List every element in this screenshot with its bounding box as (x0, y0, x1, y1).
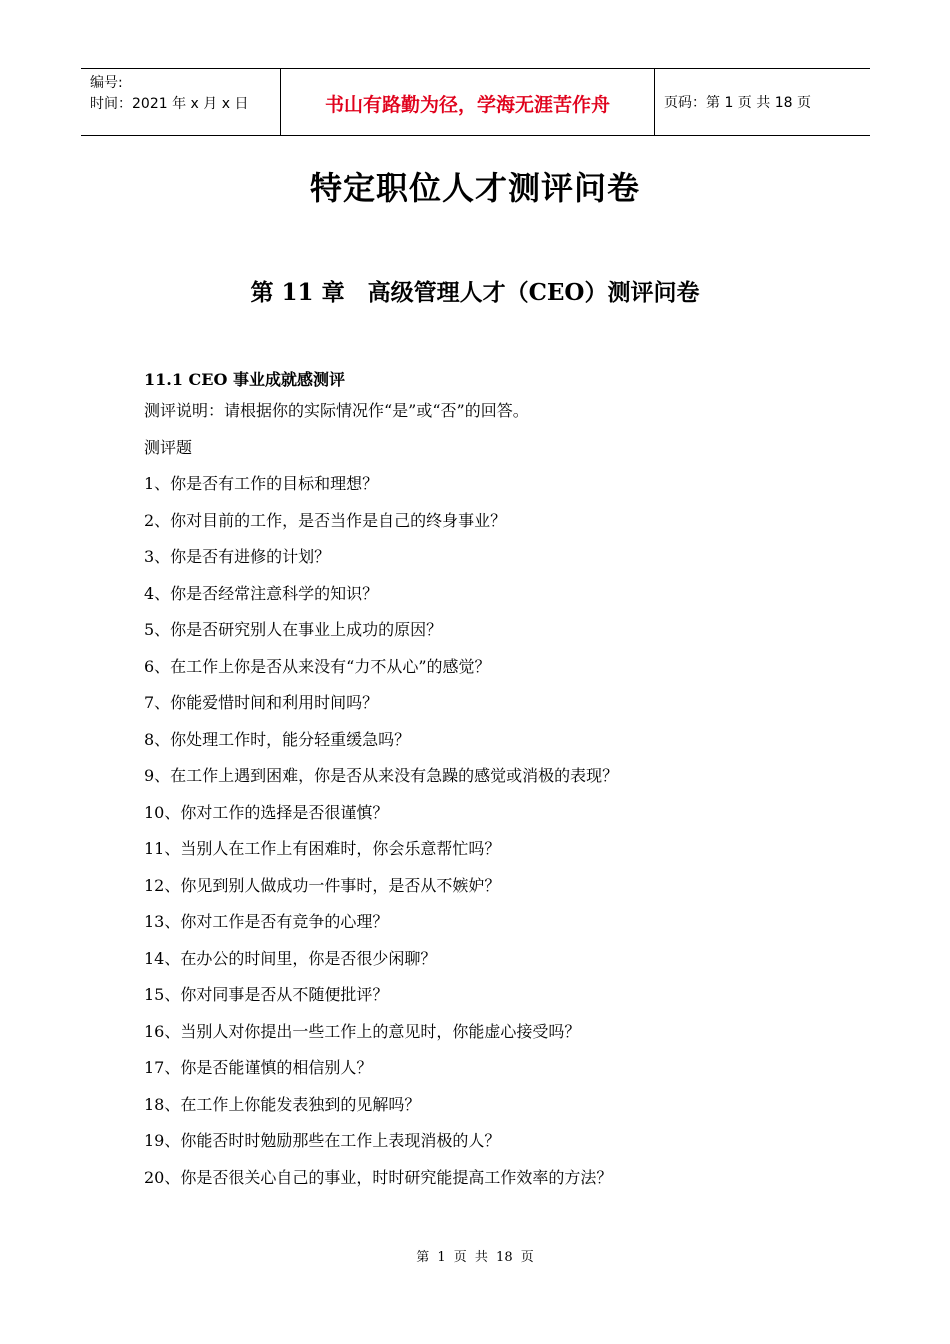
question-item: 20、你是否很关心自己的事业，时时研究能提高工作效率的方法？ (144, 1167, 613, 1187)
question-item: 4、你是否经常注意科学的知识？ (144, 583, 379, 603)
question-item: 11、当别人在工作上有困难时，你会乐意帮忙吗？ (144, 839, 501, 858)
question-item: 16、当别人对你提出一些工作上的意见时，你能虚心接受吗？ (144, 1021, 581, 1041)
question-item: 18、在工作上你能发表独到的见解吗？ (144, 1094, 421, 1114)
header-table (81, 68, 870, 136)
section-title: 11.1 CEO 事业成就感测评 (144, 370, 345, 389)
question-item: 7、你能爱惜时间和利用时间吗？ (144, 693, 379, 712)
page-footer: 第 1 页 共 18 页 (416, 1250, 534, 1265)
instructions: 测评说明：请根据你的实际情况作“是”或“否”的回答。 (144, 401, 529, 420)
question-item: 19、你能否时时勉励那些在工作上表现消极的人？ (144, 1131, 501, 1150)
question-item: 10、你对工作的选择是否很谨慎？ (144, 802, 389, 822)
questions-heading: 测评题 (144, 437, 193, 457)
question-item: 12、你见到别人做成功一件事时，是否从不嫉妒？ (144, 875, 501, 895)
question-item: 13、你对工作是否有竞争的心理？ (144, 912, 389, 931)
document-title: 特定职位人才测评问卷 (309, 169, 640, 207)
question-item: 8、你处理工作时，能分轻重缓急吗？ (144, 729, 411, 749)
section-content (144, 366, 864, 1196)
time-label: 时间：2021 年 x 月 x 日 (90, 96, 249, 112)
question-item: 6、在工作上你是否从来没有“力不从心”的感觉？ (144, 656, 491, 676)
code-label: 编号: (90, 75, 123, 91)
question-item: 14、在办公的时间里，你是否很少闲聊？ (144, 948, 437, 968)
chapter-title: 第 11 章 高级管理人才（CEO）测评问卷 (250, 279, 700, 306)
header-page-info: 页码：第 1 页 共 18 页 (664, 95, 811, 111)
header-left-cell (81, 69, 281, 135)
question-item: 9、在工作上遇到困难，你是否从来没有急躁的感觉或消极的表现？ (144, 766, 619, 785)
question-item: 15、你对同事是否从不随便批评？ (144, 985, 389, 1004)
question-item: 2、你对目前的工作，是否当作是自己的终身事业？ (144, 510, 507, 530)
question-item: 3、你是否有进修的计划？ (144, 547, 331, 566)
question-item: 5、你是否研究别人在事业上成功的原因？ (144, 620, 443, 639)
question-list (144, 466, 864, 1196)
question-item: 1、你是否有工作的目标和理想？ (144, 474, 379, 493)
header-motto: 书山有路勤为径，学海无涯苦作舟 (281, 69, 655, 135)
question-item: 17、你是否能谨慎的相信别人？ (144, 1058, 373, 1077)
